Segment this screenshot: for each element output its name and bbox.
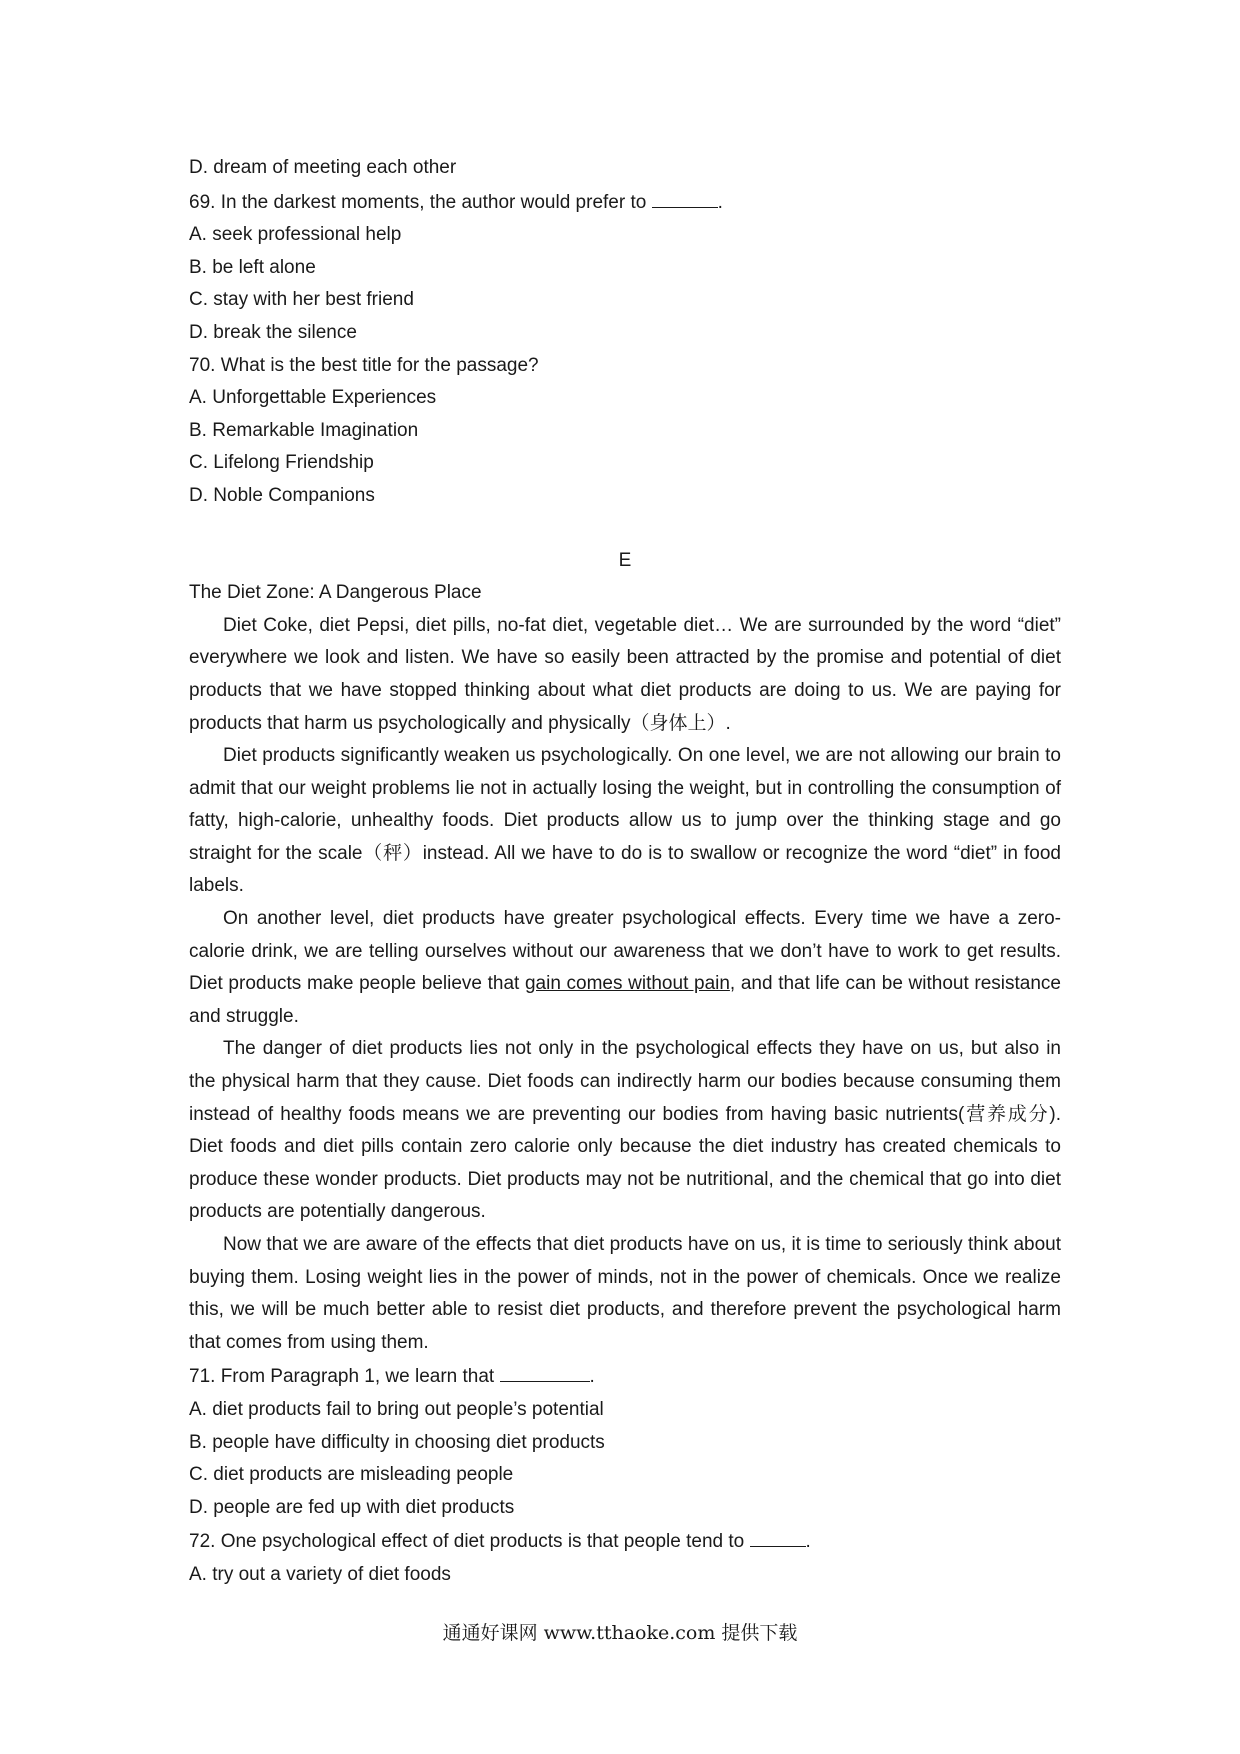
question-72-stem (189, 1524, 1061, 1559)
option-71-c: C. diet products are misleading people (189, 1464, 514, 1486)
option-71-a: A. diet products fail to bring out people’s potential (189, 1398, 604, 1420)
option-71-b: B. people have difficulty in choosing diet products (189, 1431, 605, 1453)
question-71-text: 71. From Paragraph 1, we learn that (189, 1366, 500, 1388)
document-page (189, 152, 1061, 1592)
answer-blank (500, 1359, 590, 1382)
option-70-d: D. Noble Companions (189, 484, 375, 506)
paragraph-3-text-end: , and that life can be without resistance and struggle. (189, 973, 1061, 1027)
underlined-phrase: gain comes without pain (524, 973, 730, 995)
question-72-text: 72. One psychological effect of diet products is that people tend to (189, 1531, 750, 1553)
passage-paragraph-3 (189, 903, 1061, 1033)
section-spacer (189, 513, 1061, 545)
question-69-stem (189, 185, 1061, 220)
question-72-period: . (805, 1531, 811, 1553)
passage-paragraph-2: Diet products significantly weaken us psychologically. On one level, we are not allowing our brain to admit that our weight problems lie not in actually losing the weight, but in controlling the consumption of fatty, high-calorie, unhealthy foods. Diet products allow us to jump over the thinking stage and go straight for the scale（秤）instead. All we have to do is to swallow or recognize the word “diet” in food labels. (189, 745, 1061, 897)
option-69-d: D. break the silence (189, 321, 357, 343)
option-70-b: B. Remarkable Imagination (189, 419, 419, 441)
section-letter: E (618, 549, 632, 571)
option-71-d: D. people are fed up with diet products (189, 1496, 515, 1518)
passage-paragraph-4: The danger of diet products lies not only in the psychological effects they have on us, but also in the physical harm that they cause. Diet foods can indirectly harm our bodies because consuming them instead of healthy foods means we are preventing our bodies from having basic nutrients(营养成分). Diet foods and diet pills contain zero calorie only because the diet industry has created chemicals to produce these wonder products. Diet products may not be nutritional, and the chemical that go into diet products are potentially dangerous. (189, 1038, 1061, 1223)
question-71-stem (189, 1359, 1061, 1394)
answer-blank (750, 1524, 806, 1547)
passage-paragraph-5: Now that we are aware of the effects that diet products have on us, it is time to seriously think about buying them. Losing weight lies in the power of minds, not in the power of chemicals. Once we realize this, we will be much better able to resist diet products, and therefore prevent the psychological harm that comes from using them. (189, 1234, 1061, 1353)
option-69-c: C. stay with her best friend (189, 289, 414, 311)
question-70-stem: 70. What is the best title for the passage? (189, 354, 539, 376)
option-68-d: D. dream of meeting each other (189, 157, 457, 178)
question-69-period: . (717, 191, 723, 213)
option-72-a: A. try out a variety of diet foods (189, 1563, 451, 1585)
passage-title: The Diet Zone: A Dangerous Place (189, 582, 482, 604)
option-70-c: C. Lifelong Friendship (189, 452, 374, 474)
question-69-text: 69. In the darkest moments, the author would prefer to (189, 191, 652, 213)
paragraph-3-text-start: On another level, diet products have greater psychological effects. Every time we have a zero-calorie drink, we are telling ourselves without our awareness that we don’t have to work to get results. Diet products make people believe that (189, 908, 1061, 995)
option-69-b: B. be left alone (189, 256, 316, 278)
answer-blank (652, 185, 718, 208)
passage-paragraph-1: Diet Coke, diet Pepsi, diet pills, no-fat diet, vegetable diet… We are surrounded by the word “diet” everywhere we look and listen. We have so easily been attracted by the promise and potential of diet products that we have stopped thinking about what diet products are doing to us. We are paying for products that harm us psychologically and physically（身体上）. (189, 614, 1061, 734)
question-71-period: . (589, 1366, 595, 1388)
option-70-a: A. Unforgettable Experiences (189, 387, 437, 409)
option-69-a: A. seek professional help (189, 224, 402, 246)
page-footer: 通通好课网 www.tthaoke.com 提供下载 (442, 1622, 798, 1644)
